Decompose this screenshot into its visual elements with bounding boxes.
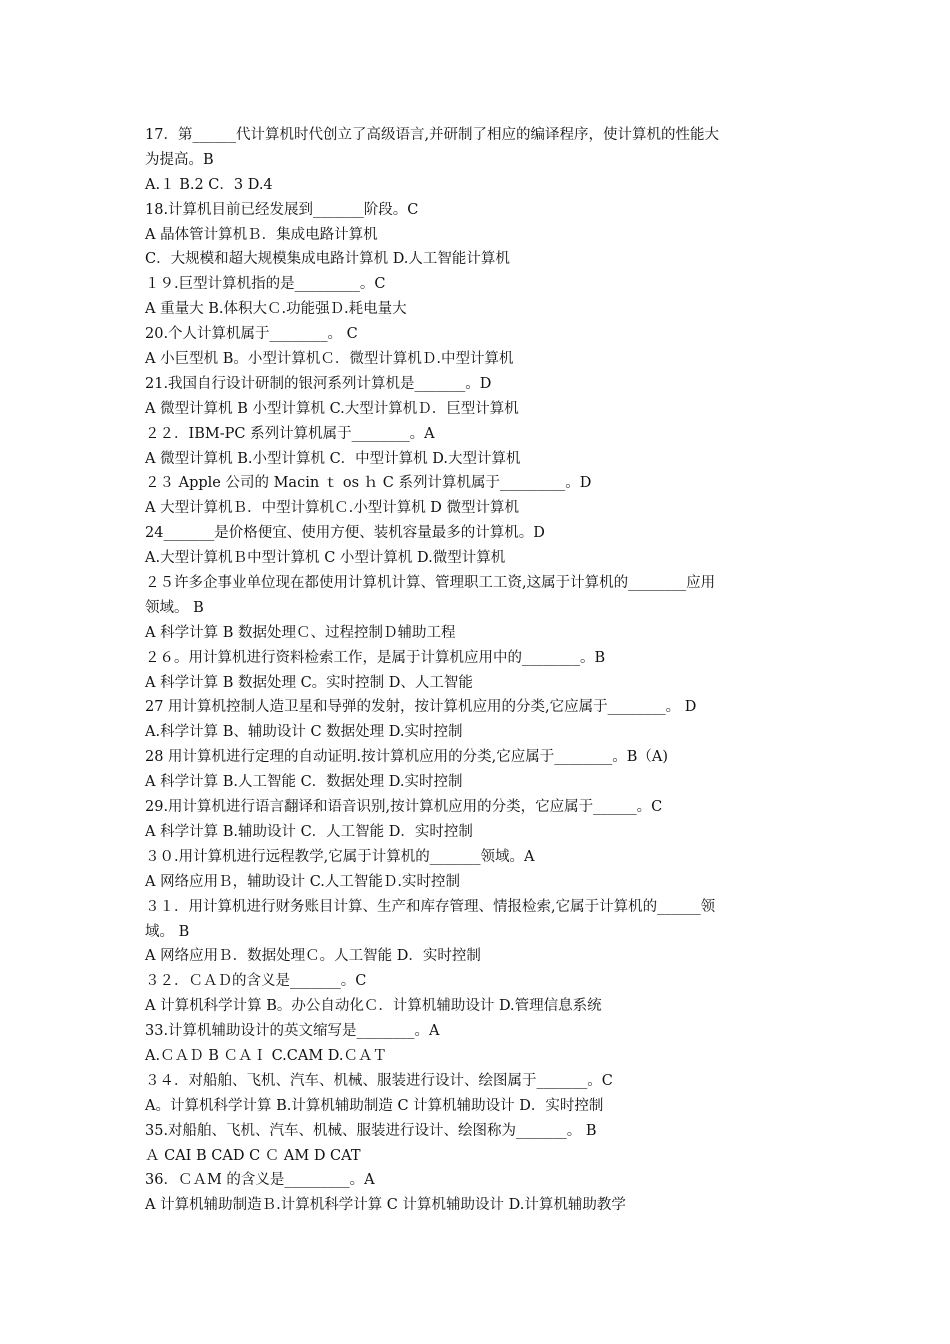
question-list [145,123,813,1218]
text-line: 28 用计算机进行定理的自动证明.按计算机应用的分类,它应属于________。B（A) [145,749,669,766]
text-line: ３１．用计算机进行财务账目计算、生产和库存管理、情报检索,它属于计算机的______领 [145,898,716,915]
text-line: A 微型计算机 B.小型计算机 C．中型计算机 D.大型计算机 [145,450,521,467]
text-line: 17．第______代计算机时代创立了高级语言,并研制了相应的编译程序，使计算机的性能大 [145,127,720,143]
text-line: ２５许多企事业单位现在都使用计算机计算、管理职工工资,这属于计算机的________应用 [145,575,716,592]
text-line: 21.我国自行设计研制的银河系列计算机是_______。D [145,375,492,392]
text-line: Ａ CAI B CAD C Ｃ AM D CAT [145,1147,361,1164]
text-line: A。计算机科学计算 B.计算机辅助制造 C 计算机辅助设计 D．实时控制 [145,1097,604,1114]
text-line: A 重量大 B.体积大Ｃ.功能强Ｄ.耗电量大 [145,301,407,318]
text-line: ３２．ＣＡＤ的含义是_______。C [145,973,367,990]
text-line: 24_______是价格便宜、使用方便、装机容量最多的计算机。D [145,525,545,542]
text-line: A 网络应用Ｂ，辅助设计 C.人工智能Ｄ.实时控制 [145,873,460,890]
text-line: A 科学计算 B.人工智能 C．数据处理 D.实时控制 [145,774,463,791]
text-line: A 计算机科学计算 B。办公自动化Ｃ．计算机辅助设计 D.管理信息系统 [145,998,602,1015]
text-line: 36．ＣＡM 的含义是_________。A [145,1172,375,1189]
text-line: A.ＣＡＤ B ＣＡＩ C.CAM D.ＣＡＴ [145,1047,387,1064]
text-line: ２２．IBM-PC 系列计算机属于________。A [145,425,435,442]
text-line: A 计算机辅助制造Ｂ.计算机科学计算 C 计算机辅助设计 D.计算机辅助教学 [145,1197,626,1214]
text-line: A.科学计算 B、辅助设计 C 数据处理 D.实时控制 [145,724,463,741]
text-line: 27 用计算机控制人造卫星和导弹的发射，按计算机应用的分类,它应属于________。 D [145,699,697,716]
text-line: A 科学计算 B.辅助设计 C．人工智能 D．实时控制 [145,823,473,840]
text-line: C．大规模和超大规模集成电路计算机 D.人工智能计算机 [145,251,510,268]
text-line: 领域。 B [145,599,204,616]
text-line: A 科学计算 B 数据处理 C。实时控制 D、人工智能 [145,674,473,691]
text-line: 18.计算机目前已经发展到_______阶段。C [145,201,419,218]
text-line: A 微型计算机 B 小型计算机 C.大型计算机Ｄ．巨型计算机 [145,400,519,417]
text-line: ３０.用计算机进行远程教学,它属于计算机的_______领域。A [145,848,535,865]
text-line: A 科学计算 B 数据处理Ｃ、过程控制Ｄ辅助工程 [145,624,456,641]
text-line: A 大型计算机Ｂ．中型计算机Ｃ.小型计算机 D 微型计算机 [145,500,520,517]
text-line: 20.个人计算机属于________。 C [145,326,358,343]
text-line: A.大型计算机Ｂ中型计算机 C 小型计算机 D.微型计算机 [145,550,506,567]
text-line: 35.对船舶、飞机、汽车、机械、服装进行设计、绘图称为_______。 B [145,1122,597,1139]
text-line: A 网络应用Ｂ．数据处理Ｃ。人工智能 D．实时控制 [145,948,481,965]
text-line: 33.计算机辅助设计的英文缩写是________。A [145,1023,440,1040]
text-line: A 小巨型机 B。小型计算机Ｃ．微型计算机Ｄ.中型计算机 [145,351,514,368]
text-line: ２３ Apple 公司的 Macin ｔ os ｈ C 系列计算机属于_________。D [145,475,592,492]
text-line: 29.用计算机进行语言翻译和语音识别,按计算机应用的分类，它应属于______。C [145,799,663,816]
text-line: １９.巨型计算机指的是_________。C [145,276,386,293]
text-line: A 晶体管计算机Ｂ．集成电路计算机 [145,226,378,243]
text-line: 为提高。B [145,151,214,168]
text-line: ２６。用计算机进行资料检索工作，是属于计算机应用中的________。B [145,649,606,666]
text-line: ３４．对船舶、飞机、汽车、机械、服装进行设计、绘图属于_______。C [145,1072,613,1089]
text-line: A.１ B.2 C．3 D.4 [145,176,273,193]
text-line: 域。 B [145,923,190,940]
